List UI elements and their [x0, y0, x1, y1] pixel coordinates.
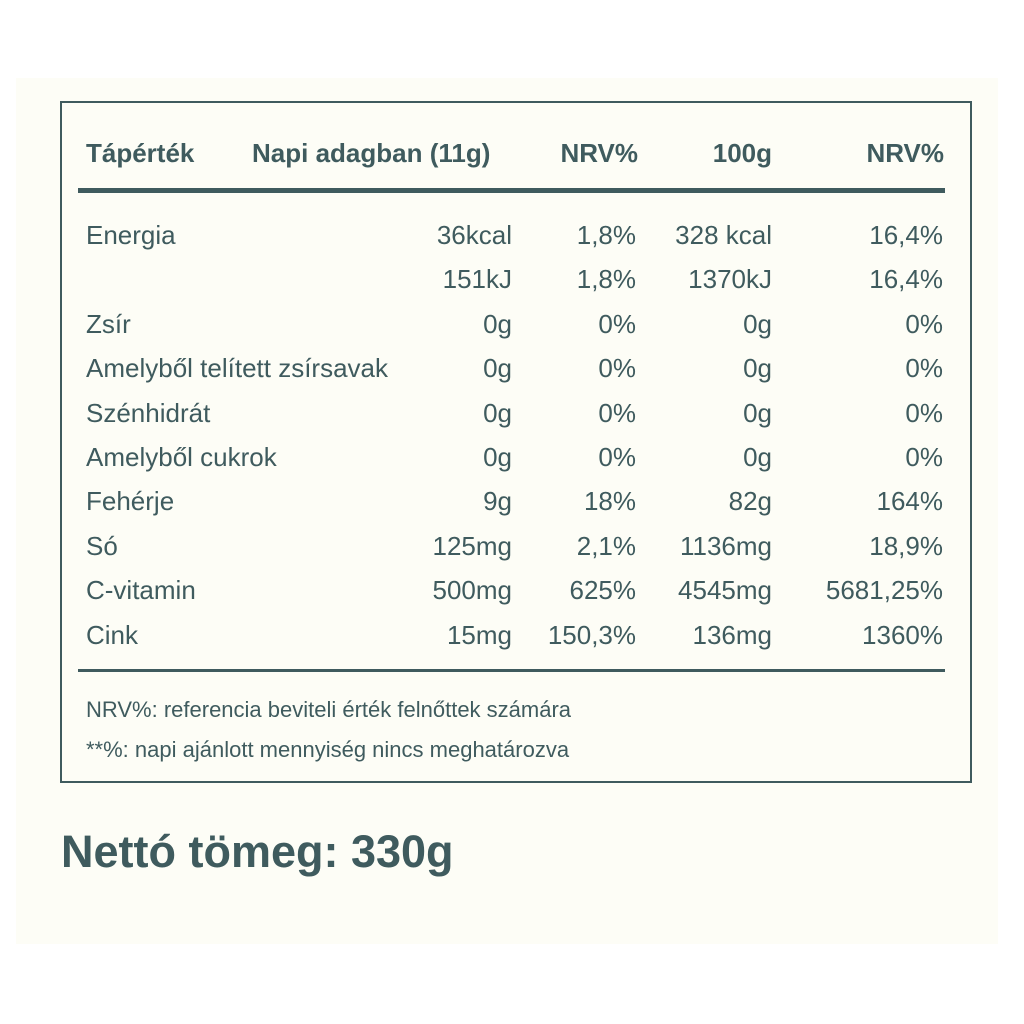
- per-100g-value: 1370kJ: [688, 264, 772, 294]
- nrv-100g-value: 18,9%: [869, 531, 943, 561]
- nrv-serving-value: 1,8%: [576, 220, 636, 250]
- nrv-100g-value: 16,4%: [869, 264, 943, 294]
- per-100g-value: 82g: [728, 486, 772, 516]
- nrv-serving-value: 625%: [569, 575, 636, 605]
- nrv-100g-value: 164%: [876, 486, 943, 516]
- per-100g-value: 1136mg: [679, 531, 772, 561]
- nrv-serving-value: 0%: [598, 442, 636, 472]
- footer-divider: [78, 669, 945, 672]
- nutrient-name: Só: [86, 531, 118, 561]
- nrv-100g-value: 1360%: [862, 620, 943, 650]
- header-per-100g: 100g: [712, 138, 772, 168]
- nutrient-name: Fehérje: [86, 486, 175, 516]
- nrv-100g-value: 0%: [905, 398, 943, 428]
- not-defined-footnote: **%: napi ajánlott mennyiség nincs meghatározva: [86, 737, 570, 762]
- nrv-serving-value: 0%: [598, 398, 636, 428]
- per-serving-value: 0g: [483, 309, 512, 339]
- nrv-100g-value: 0%: [905, 442, 943, 472]
- per-100g-value: 328 kcal: [675, 220, 772, 250]
- nutrient-name: C-vitamin: [86, 575, 196, 605]
- nrv-100g-value: 0%: [905, 353, 943, 383]
- per-serving-value: 151kJ: [442, 264, 512, 294]
- nutrient-name: Energia: [86, 220, 176, 250]
- per-100g-value: 0g: [743, 309, 772, 339]
- header-per-serving: Napi adagban (11g): [252, 138, 491, 168]
- nrv-serving-value: 2,1%: [576, 531, 636, 561]
- header-nrv-serving: NRV%: [560, 138, 638, 168]
- nutrient-name: Amelyből cukrok: [86, 442, 277, 472]
- nrv-100g-value: 0%: [905, 309, 943, 339]
- nrv-serving-value: 150,3%: [547, 620, 636, 650]
- net-weight: Nettó tömeg: 330g: [61, 826, 454, 877]
- nrv-serving-value: 18%: [583, 486, 636, 516]
- per-100g-value: 0g: [743, 353, 772, 383]
- per-serving-value: 36kcal: [436, 220, 512, 250]
- nrv-100g-value: 16,4%: [869, 220, 943, 250]
- header-nutrient: Tápérték: [86, 138, 195, 168]
- nutrient-name: Cink: [86, 620, 139, 650]
- nrv-serving-value: 0%: [598, 309, 636, 339]
- nutrient-name: Amelyből telített zsírsavak: [86, 353, 388, 383]
- per-serving-value: 0g: [483, 398, 512, 428]
- per-100g-value: 0g: [743, 398, 772, 428]
- nutrient-name: Zsír: [86, 309, 131, 339]
- per-serving-value: 15mg: [446, 620, 512, 650]
- nrv-serving-value: 1,8%: [576, 264, 636, 294]
- nrv-footnote: NRV%: referencia beviteli érték felnőttek számára: [86, 697, 572, 722]
- nrv-100g-value: 5681,25%: [825, 575, 943, 605]
- per-serving-value: 0g: [483, 442, 512, 472]
- per-100g-value: 4545mg: [678, 575, 772, 605]
- per-serving-value: 9g: [483, 486, 512, 516]
- per-100g-value: 136mg: [692, 620, 772, 650]
- per-serving-value: 500mg: [432, 575, 512, 605]
- per-100g-value: 0g: [743, 442, 772, 472]
- nutrient-name: Szénhidrát: [86, 398, 211, 428]
- per-serving-value: 125mg: [432, 531, 512, 561]
- header-divider: [78, 188, 945, 193]
- per-serving-value: 0g: [483, 353, 512, 383]
- nrv-serving-value: 0%: [598, 353, 636, 383]
- header-nrv-100g: NRV%: [866, 138, 944, 168]
